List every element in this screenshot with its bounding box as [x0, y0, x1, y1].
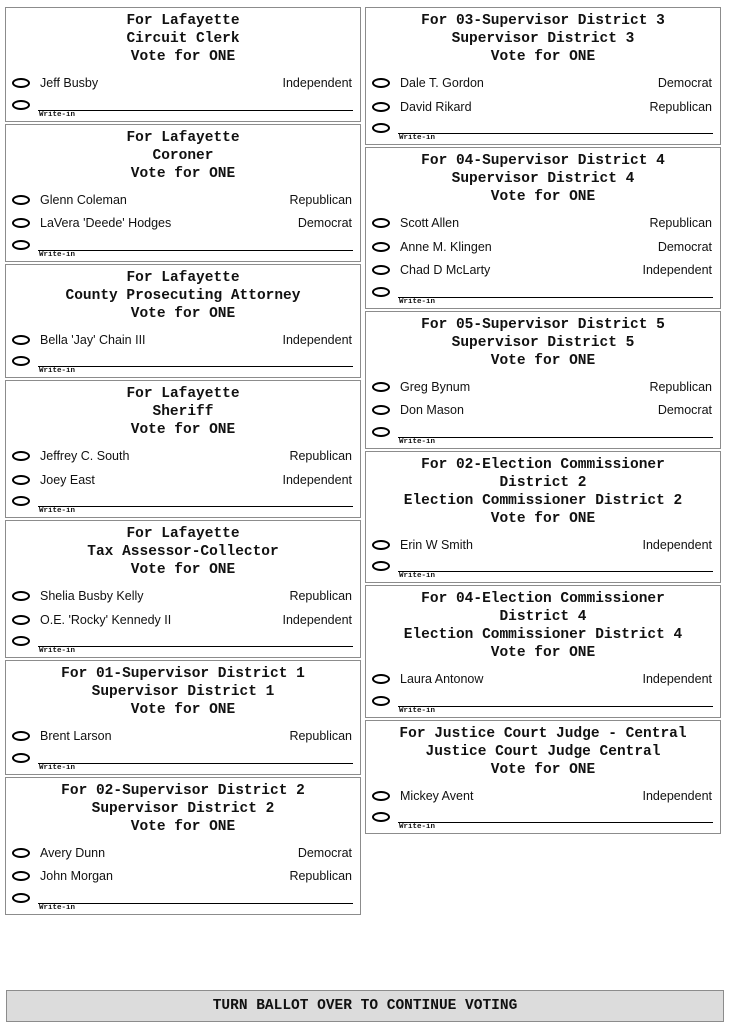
- candidate-party: Independent: [282, 612, 352, 627]
- race-header-line: Election Commissioner District 4: [403, 627, 683, 643]
- write-in-line[interactable]: [38, 366, 353, 367]
- race-header-line: Supervisor District 3: [451, 31, 635, 47]
- write-in-row[interactable]: [366, 692, 720, 714]
- race-box: [5, 380, 361, 518]
- candidate-name: Glenn Coleman: [40, 192, 127, 207]
- candidate-row[interactable]: [6, 469, 360, 493]
- candidate-party: Independent: [642, 672, 712, 686]
- race-header-line: For Lafayette: [126, 129, 240, 146]
- write-in-oval[interactable]: [372, 561, 390, 571]
- candidate-party: Republican: [649, 216, 712, 230]
- write-in-label: Write-in: [399, 134, 436, 142]
- candidate-party: Democrat: [657, 239, 712, 254]
- race-header-line: Vote for ONE: [490, 189, 596, 205]
- write-in-oval[interactable]: [372, 812, 390, 822]
- candidate-name: Mickey Avent: [400, 788, 474, 803]
- write-in-oval[interactable]: [12, 893, 30, 903]
- candidate-row[interactable]: [6, 212, 360, 236]
- write-in-oval[interactable]: [12, 496, 30, 506]
- race-header-line: Tax Assessor-Collector: [87, 544, 279, 560]
- write-in-line[interactable]: [398, 822, 713, 823]
- race-header-line: County Prosecuting Attorney: [65, 287, 301, 304]
- write-in-row[interactable]: [6, 492, 360, 514]
- candidate-name: David Rikard: [400, 99, 472, 114]
- write-in-row[interactable]: [366, 423, 720, 445]
- vote-oval[interactable]: [12, 871, 30, 881]
- turn-over-banner: TURN BALLOT OVER TO CONTINUE VOTING: [6, 990, 724, 1022]
- candidate-party: Independent: [642, 263, 712, 277]
- candidate-name: Anne M. Klingen: [400, 239, 492, 254]
- candidate-name: LaVera 'Deede' Hodges: [40, 216, 172, 230]
- candidate-row[interactable]: [366, 259, 720, 283]
- candidate-row[interactable]: [366, 534, 720, 558]
- write-in-label: Write-in: [39, 367, 76, 375]
- race-header-line: For Lafayette: [126, 386, 240, 402]
- candidate-row[interactable]: [366, 212, 720, 236]
- vote-oval[interactable]: [12, 615, 30, 625]
- candidate-party: Independent: [642, 788, 712, 803]
- candidate-name: Bella 'Jay' Chain III: [40, 332, 146, 347]
- race-header-line: Vote for ONE: [130, 702, 236, 718]
- candidate-name: Laura Antonow: [400, 672, 484, 686]
- write-in-row[interactable]: [366, 119, 720, 141]
- race-header-line: District 4: [499, 609, 587, 625]
- write-in-oval[interactable]: [12, 356, 30, 366]
- candidate-name: O.E. 'Rocky' Kennedy II: [40, 612, 172, 627]
- race-box: [5, 777, 361, 915]
- candidate-party: Republican: [649, 379, 712, 394]
- candidate-name: Don Mason: [400, 403, 464, 417]
- vote-oval[interactable]: [372, 791, 390, 801]
- race-header: [6, 521, 360, 585]
- race-header-line: Supervisor District 2: [91, 800, 275, 817]
- write-in-oval[interactable]: [372, 123, 390, 133]
- race-box: [365, 7, 721, 145]
- race-box: [5, 520, 361, 658]
- candidate-party: Republican: [289, 589, 352, 603]
- race-box: [365, 147, 721, 309]
- candidate-row[interactable]: [6, 725, 360, 749]
- write-in-line[interactable]: [38, 646, 353, 647]
- race-header-line: Vote for ONE: [490, 645, 596, 661]
- race-header: [366, 8, 720, 72]
- candidate-party: Democrat: [297, 845, 352, 860]
- race-header-line: For 02-Election Commissioner: [421, 456, 665, 473]
- candidate-name: Greg Bynum: [400, 379, 471, 394]
- candidate-party: Independent: [642, 537, 712, 552]
- race-header-line: Justice Court Judge Central: [425, 743, 661, 760]
- candidate-row[interactable]: [6, 329, 360, 353]
- write-in-line[interactable]: [398, 133, 713, 134]
- candidate-row[interactable]: [6, 585, 360, 609]
- race-header: [366, 452, 720, 534]
- candidate-party: Independent: [282, 472, 352, 487]
- write-in-oval[interactable]: [12, 753, 30, 763]
- race-header-line: Vote for ONE: [490, 49, 596, 65]
- write-in-line[interactable]: [38, 763, 353, 764]
- candidate-party: Independent: [282, 76, 352, 90]
- write-in-label: Write-in: [39, 250, 76, 259]
- write-in-oval[interactable]: [12, 240, 30, 250]
- race-header-line: Supervisor District 5: [451, 334, 635, 351]
- candidate-row[interactable]: [6, 865, 360, 889]
- candidate-name: Joey East: [40, 472, 95, 487]
- write-in-label: Write-in: [399, 706, 436, 715]
- race-header-line: Vote for ONE: [130, 818, 236, 835]
- write-in-label: Write-in: [39, 110, 76, 119]
- candidate-party: Democrat: [657, 403, 712, 417]
- vote-oval[interactable]: [372, 265, 390, 275]
- write-in-line[interactable]: [38, 110, 353, 111]
- race-header: [6, 265, 360, 329]
- candidate-party: Democrat: [297, 216, 352, 230]
- write-in-label: Write-in: [39, 507, 76, 515]
- candidate-party: Republican: [289, 869, 352, 883]
- race-box: [365, 311, 721, 449]
- race-header-line: Vote for ONE: [130, 49, 236, 65]
- race-box: [5, 124, 361, 262]
- race-header-line: Sheriff: [152, 404, 214, 420]
- race-header-line: Vote for ONE: [130, 422, 236, 438]
- vote-oval[interactable]: [12, 848, 30, 858]
- race-header-line: Coroner: [152, 147, 214, 164]
- race-header-line: For 04-Election Commissioner: [421, 591, 665, 607]
- vote-oval[interactable]: [372, 78, 390, 88]
- race-box: [365, 451, 721, 584]
- vote-oval[interactable]: [12, 195, 30, 205]
- write-in-label: Write-in: [39, 647, 76, 655]
- write-in-row[interactable]: [366, 283, 720, 305]
- race-header: [6, 661, 360, 725]
- race-header: [366, 148, 720, 212]
- race-header-line: Supervisor District 4: [451, 171, 635, 187]
- race-header-line: For Lafayette: [126, 269, 240, 286]
- race-box: [5, 7, 361, 122]
- write-in-line[interactable]: [38, 506, 353, 507]
- write-in-label: Write-in: [39, 903, 76, 912]
- vote-oval[interactable]: [12, 451, 30, 461]
- candidate-name: Brent Larson: [40, 729, 112, 743]
- vote-oval[interactable]: [12, 335, 30, 345]
- candidate-party: Republican: [289, 192, 352, 207]
- write-in-label: Write-in: [399, 297, 436, 306]
- race-header-line: For 05-Supervisor District 5: [421, 316, 665, 333]
- vote-oval[interactable]: [372, 102, 390, 112]
- candidate-row[interactable]: [6, 609, 360, 633]
- write-in-oval[interactable]: [12, 636, 30, 646]
- candidate-row[interactable]: [366, 96, 720, 120]
- race-header-line: For 02-Supervisor District 2: [61, 782, 305, 799]
- write-in-label: Write-in: [39, 763, 76, 772]
- race-header-line: Vote for ONE: [490, 352, 596, 369]
- race-header-line: Vote for ONE: [130, 165, 236, 182]
- write-in-oval[interactable]: [12, 100, 30, 110]
- vote-oval[interactable]: [12, 591, 30, 601]
- write-in-row[interactable]: [366, 808, 720, 830]
- write-in-label: Write-in: [399, 823, 436, 831]
- vote-oval[interactable]: [12, 78, 30, 88]
- vote-oval[interactable]: [12, 475, 30, 485]
- candidate-row[interactable]: [366, 236, 720, 260]
- vote-oval[interactable]: [12, 731, 30, 741]
- write-in-label: Write-in: [399, 572, 436, 580]
- race-header-line: For 04-Supervisor District 4: [421, 153, 665, 169]
- candidate-party: Republican: [649, 99, 712, 114]
- write-in-label: Write-in: [399, 437, 436, 446]
- vote-oval[interactable]: [372, 674, 390, 684]
- candidate-name: Jeffrey C. South: [40, 449, 130, 463]
- race-header-line: District 2: [499, 474, 587, 491]
- candidate-party: Republican: [289, 449, 352, 463]
- race-header: [6, 125, 360, 189]
- candidate-row[interactable]: [366, 785, 720, 809]
- candidate-name: Dale T. Gordon: [400, 76, 484, 90]
- race-header-line: Circuit Clerk: [126, 31, 240, 47]
- write-in-line[interactable]: [398, 297, 713, 298]
- race-header-line: For 01-Supervisor District 1: [61, 666, 305, 682]
- ballot-column-left: [5, 7, 361, 917]
- candidate-row[interactable]: [366, 399, 720, 423]
- race-header: [6, 8, 360, 72]
- candidate-row[interactable]: [6, 445, 360, 469]
- race-header-line: For Lafayette: [126, 526, 240, 542]
- candidate-party: Democrat: [657, 76, 712, 90]
- write-in-row[interactable]: [366, 557, 720, 579]
- candidate-name: Avery Dunn: [40, 845, 106, 860]
- race-header-line: Supervisor District 1: [91, 684, 275, 700]
- write-in-row[interactable]: [6, 352, 360, 374]
- candidate-row[interactable]: [6, 189, 360, 213]
- write-in-row[interactable]: [6, 889, 360, 911]
- vote-oval[interactable]: [372, 218, 390, 228]
- candidate-name: John Morgan: [40, 869, 113, 883]
- write-in-row[interactable]: [6, 236, 360, 258]
- vote-oval[interactable]: [372, 242, 390, 252]
- race-header-line: For Lafayette: [126, 13, 240, 29]
- candidate-name: Chad D McLarty: [400, 263, 491, 277]
- race-box: [365, 720, 721, 835]
- race-header-line: Vote for ONE: [490, 761, 596, 778]
- race-box: [365, 585, 721, 718]
- write-in-row[interactable]: [6, 96, 360, 118]
- vote-oval[interactable]: [12, 218, 30, 228]
- race-header: [366, 721, 720, 785]
- candidate-party: Independent: [282, 332, 352, 347]
- race-header-line: Vote for ONE: [130, 562, 236, 578]
- race-header: [6, 778, 360, 842]
- write-in-line[interactable]: [38, 903, 353, 904]
- candidate-name: Jeff Busby: [40, 76, 99, 90]
- write-in-row[interactable]: [6, 749, 360, 771]
- candidate-name: Erin W Smith: [400, 537, 473, 552]
- vote-oval[interactable]: [372, 382, 390, 392]
- race-header: [366, 312, 720, 376]
- candidate-row[interactable]: [366, 668, 720, 692]
- race-box: [5, 264, 361, 379]
- race-box: [5, 660, 361, 775]
- candidate-row[interactable]: [366, 376, 720, 400]
- write-in-oval[interactable]: [372, 427, 390, 437]
- race-header-line: For 03-Supervisor District 3: [421, 13, 665, 29]
- vote-oval[interactable]: [372, 405, 390, 415]
- candidate-row[interactable]: [366, 72, 720, 96]
- race-header-line: Vote for ONE: [130, 305, 236, 322]
- write-in-oval[interactable]: [372, 696, 390, 706]
- vote-oval[interactable]: [372, 540, 390, 550]
- race-header: [366, 586, 720, 668]
- write-in-line[interactable]: [38, 250, 353, 251]
- race-header-line: For Justice Court Judge - Central: [399, 725, 687, 742]
- candidate-row[interactable]: [6, 72, 360, 96]
- race-header-line: Vote for ONE: [490, 510, 596, 527]
- candidate-party: Republican: [289, 729, 352, 743]
- candidate-name: Scott Allen: [400, 216, 460, 230]
- write-in-row[interactable]: [6, 632, 360, 654]
- candidate-row[interactable]: [6, 842, 360, 866]
- write-in-line[interactable]: [398, 706, 713, 707]
- candidate-name: Shelia Busby Kelly: [40, 589, 144, 603]
- ballot-column-right: [365, 7, 721, 836]
- race-header-line: Election Commissioner District 2: [403, 492, 683, 509]
- write-in-oval[interactable]: [372, 287, 390, 297]
- write-in-line[interactable]: [398, 437, 713, 438]
- race-header: [6, 381, 360, 445]
- write-in-line[interactable]: [398, 571, 713, 572]
